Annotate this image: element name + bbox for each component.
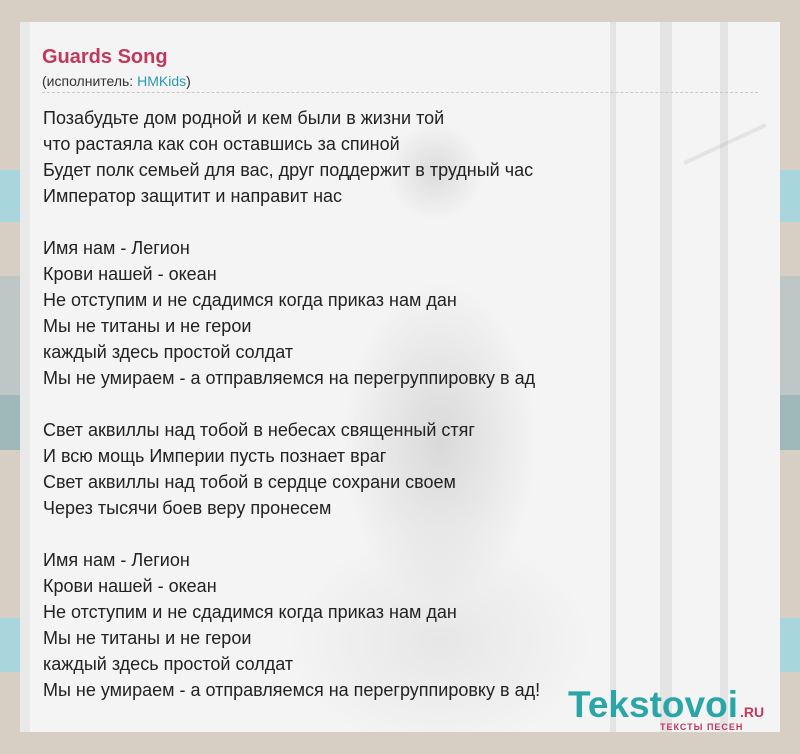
artist-line [42,72,191,90]
stanza [43,547,753,703]
lyric-line: И всю мощь Империи пусть познает враг [43,446,387,466]
lyric-line: что растаяла как сон оставшись за спиной [43,134,400,154]
lyric-line: Будет полк семьей для вас, друг поддержит в трудный час [43,160,534,180]
song-header [42,44,191,90]
lyric-line: каждый здесь простой солдат [43,342,294,362]
lyrics-body [43,105,753,729]
header-divider [42,92,758,93]
lyrics-card [20,22,780,732]
lyric-line: каждый здесь простой солдат [43,654,294,674]
song-title: Guards Song [42,46,168,68]
lyric-line: Мы не умираем - а отправляемся на перегруппировку в ад! [43,680,541,700]
lyric-line: Имя нам - Легион [43,238,190,258]
stanza [43,105,753,209]
lyric-line: Император защитит и направит нас [43,186,343,206]
logo-tld: .RU [739,704,765,720]
lyric-line: Крови нашей - океан [43,264,217,284]
artist-prefix: (исполнитель: [42,73,138,89]
lyric-line: Через тысячи боев веру пронесем [43,498,332,518]
site-logo[interactable] [568,684,778,732]
lyric-line: Мы не титаны и не герои [43,316,252,336]
lyric-line: Не отступим и не сдадимся когда приказ нам дан [43,602,457,622]
stanza [43,417,753,521]
lyric-line: Не отступим и не сдадимся когда приказ нам дан [43,290,457,310]
artist-link[interactable]: HMKids [137,73,187,89]
logo-tagline: ТЕКСТЫ ПЕСЕН [660,722,744,732]
lyric-line: Свет аквиллы над тобой в небесах священный стяг [43,420,475,440]
logo-name: Tekstovoi [568,684,738,725]
lyric-line: Позабудьте дом родной и кем были в жизни той [43,108,445,128]
artist-suffix: ) [186,73,191,89]
lyric-line: Мы не титаны и не герои [43,628,252,648]
lyric-line: Имя нам - Легион [43,550,190,570]
stanza [43,235,753,391]
lyric-line: Мы не умираем - а отправляемся на перегруппировку в ад [43,368,536,388]
lyric-line: Крови нашей - океан [43,576,217,596]
lyric-line: Свет аквиллы над тобой в сердце сохрани своем [43,472,456,492]
